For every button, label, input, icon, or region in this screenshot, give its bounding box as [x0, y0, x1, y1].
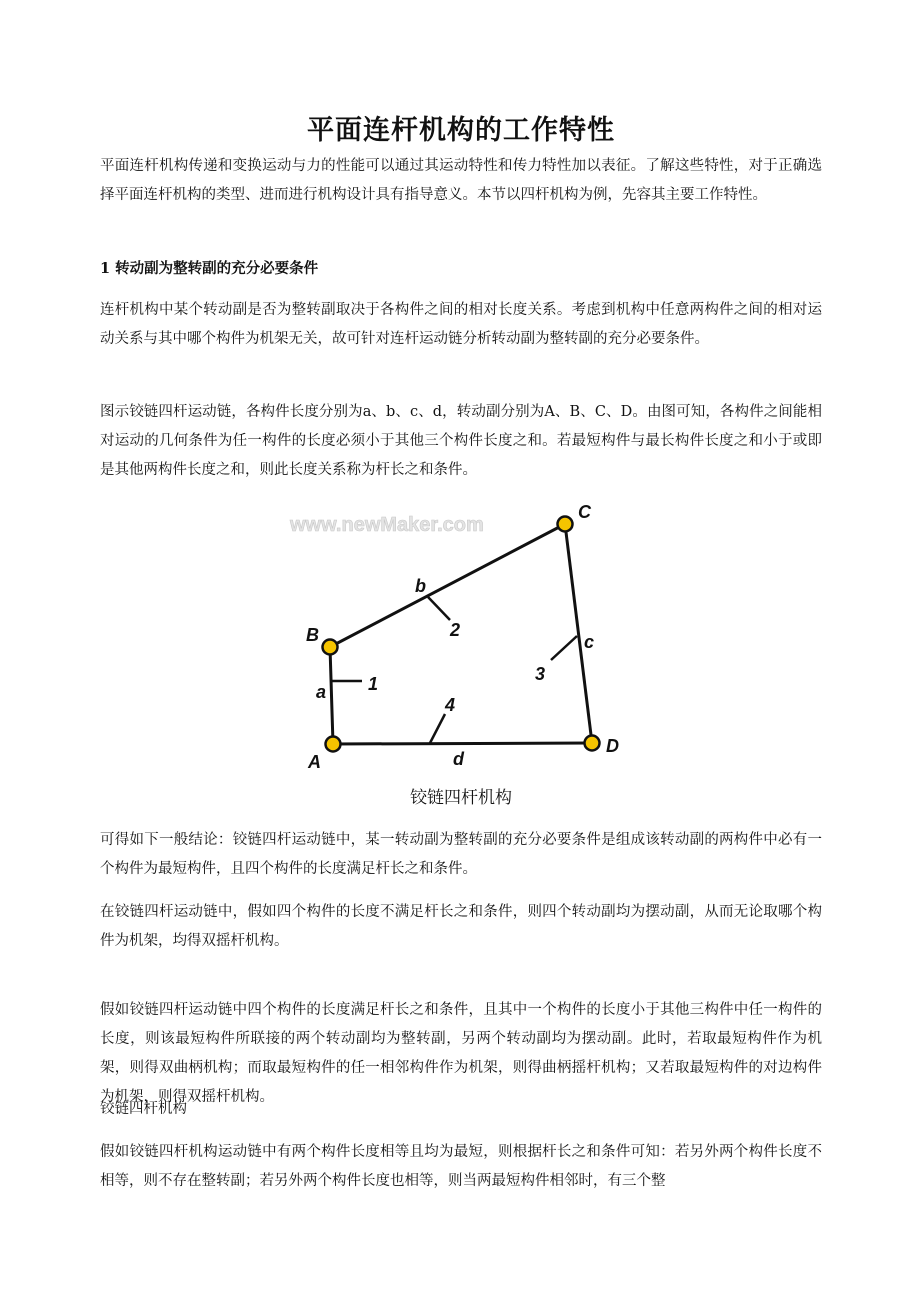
joint-C: [558, 517, 573, 532]
joint-D: [585, 736, 600, 751]
label-D: D: [606, 736, 619, 756]
paragraph: 铰链四杆机构: [100, 1101, 187, 1117]
label-d: d: [453, 749, 464, 769]
label-a: a: [316, 682, 327, 702]
paragraph: 图示铰链四杆运动链，各构件长度分别为a、b、c、d，转动副分别为A、B、C、D。由图可知，各构件之间能相对运动的几何条件为任一构件的长度必须小于其他三个构件长度之和。若最短构件与最长构件长度之和小于或即是其他两构件长度之和，则此长度关系称为杆长之和条件。: [100, 404, 822, 478]
label-C: C: [578, 502, 591, 522]
label-1: 1: [368, 674, 379, 694]
paragraph: 可得如下一般结论：铰链四杆运动链中，某一转动副为整转副的充分必要条件是组成该转动副的两构件中必有一个构件为最短构件，且四个构件的长度满足杆长之和条件。: [100, 832, 822, 877]
label-c: c: [584, 632, 595, 652]
paragraph: 假如铰链四杆机构运动链中有两个构件长度相等且均为最短，则根据杆长之和条件可知：若另外两个构件长度不相等，则不存在整转副；若另外两个构件长度也相等，则当两最短构件相邻时，有三个整: [100, 1144, 822, 1189]
page-title: 平面连杆机构的工作特性: [307, 115, 615, 146]
joint-A: [326, 737, 341, 752]
watermark: www.newMaker.com: [290, 514, 484, 536]
figure-caption: 铰链四杆机构: [410, 788, 512, 808]
paragraph: 在铰链四杆运动链中，假如四个构件的长度不满足杆长之和条件，则四个转动副均为摆动副，从而无论取哪个构件为机架，均得双摇杆机构。: [100, 904, 822, 949]
label-b: b: [415, 576, 426, 596]
link-a: [330, 647, 333, 744]
label-2: 2: [450, 620, 461, 640]
label-3: 3: [535, 664, 546, 684]
paragraph: 假如铰链四杆运动链中四个构件的长度满足杆长之和条件，且其中一个构件的长度小于其他三构件中任一构件的长度，则该最短构件所联接的两个转动副均为整转副，另两个转动副均为摆动副。此时，若取最短构件作为机架，则得双曲柄机构；而取最短构件的任一相邻构件作为机架，则得曲柄摇杆机构；又若取最短构件的对边构件为机架，则得双摇杆机构。: [100, 1002, 822, 1105]
intro-paragraph: 平面连杆机构传递和变换运动与力的性能可以通过其运动特性和传力特性加以表征。了解这些特性，对于正确选择平面连杆机构的类型、进而进行机构设计具有指导意义。本节以四杆机构为例，先容其主要工作特性。: [100, 158, 822, 203]
label-B: B: [306, 625, 319, 645]
link-d: [333, 743, 592, 744]
label-A: A: [308, 752, 321, 772]
joint-B: [323, 640, 338, 655]
section-heading: 1 转动副为整转副的充分必要条件: [100, 260, 319, 277]
paragraph: 连杆机构中某个转动副是否为整转副取决于各构件之间的相对长度关系。考虑到机构中任意两构件之间的相对运动关系与其中哪个构件为机架无关，故可针对连杆运动链分析转动副为整转副的充分必要条件。: [100, 302, 822, 347]
label-4: 4: [445, 695, 456, 715]
link-b: [330, 524, 565, 647]
